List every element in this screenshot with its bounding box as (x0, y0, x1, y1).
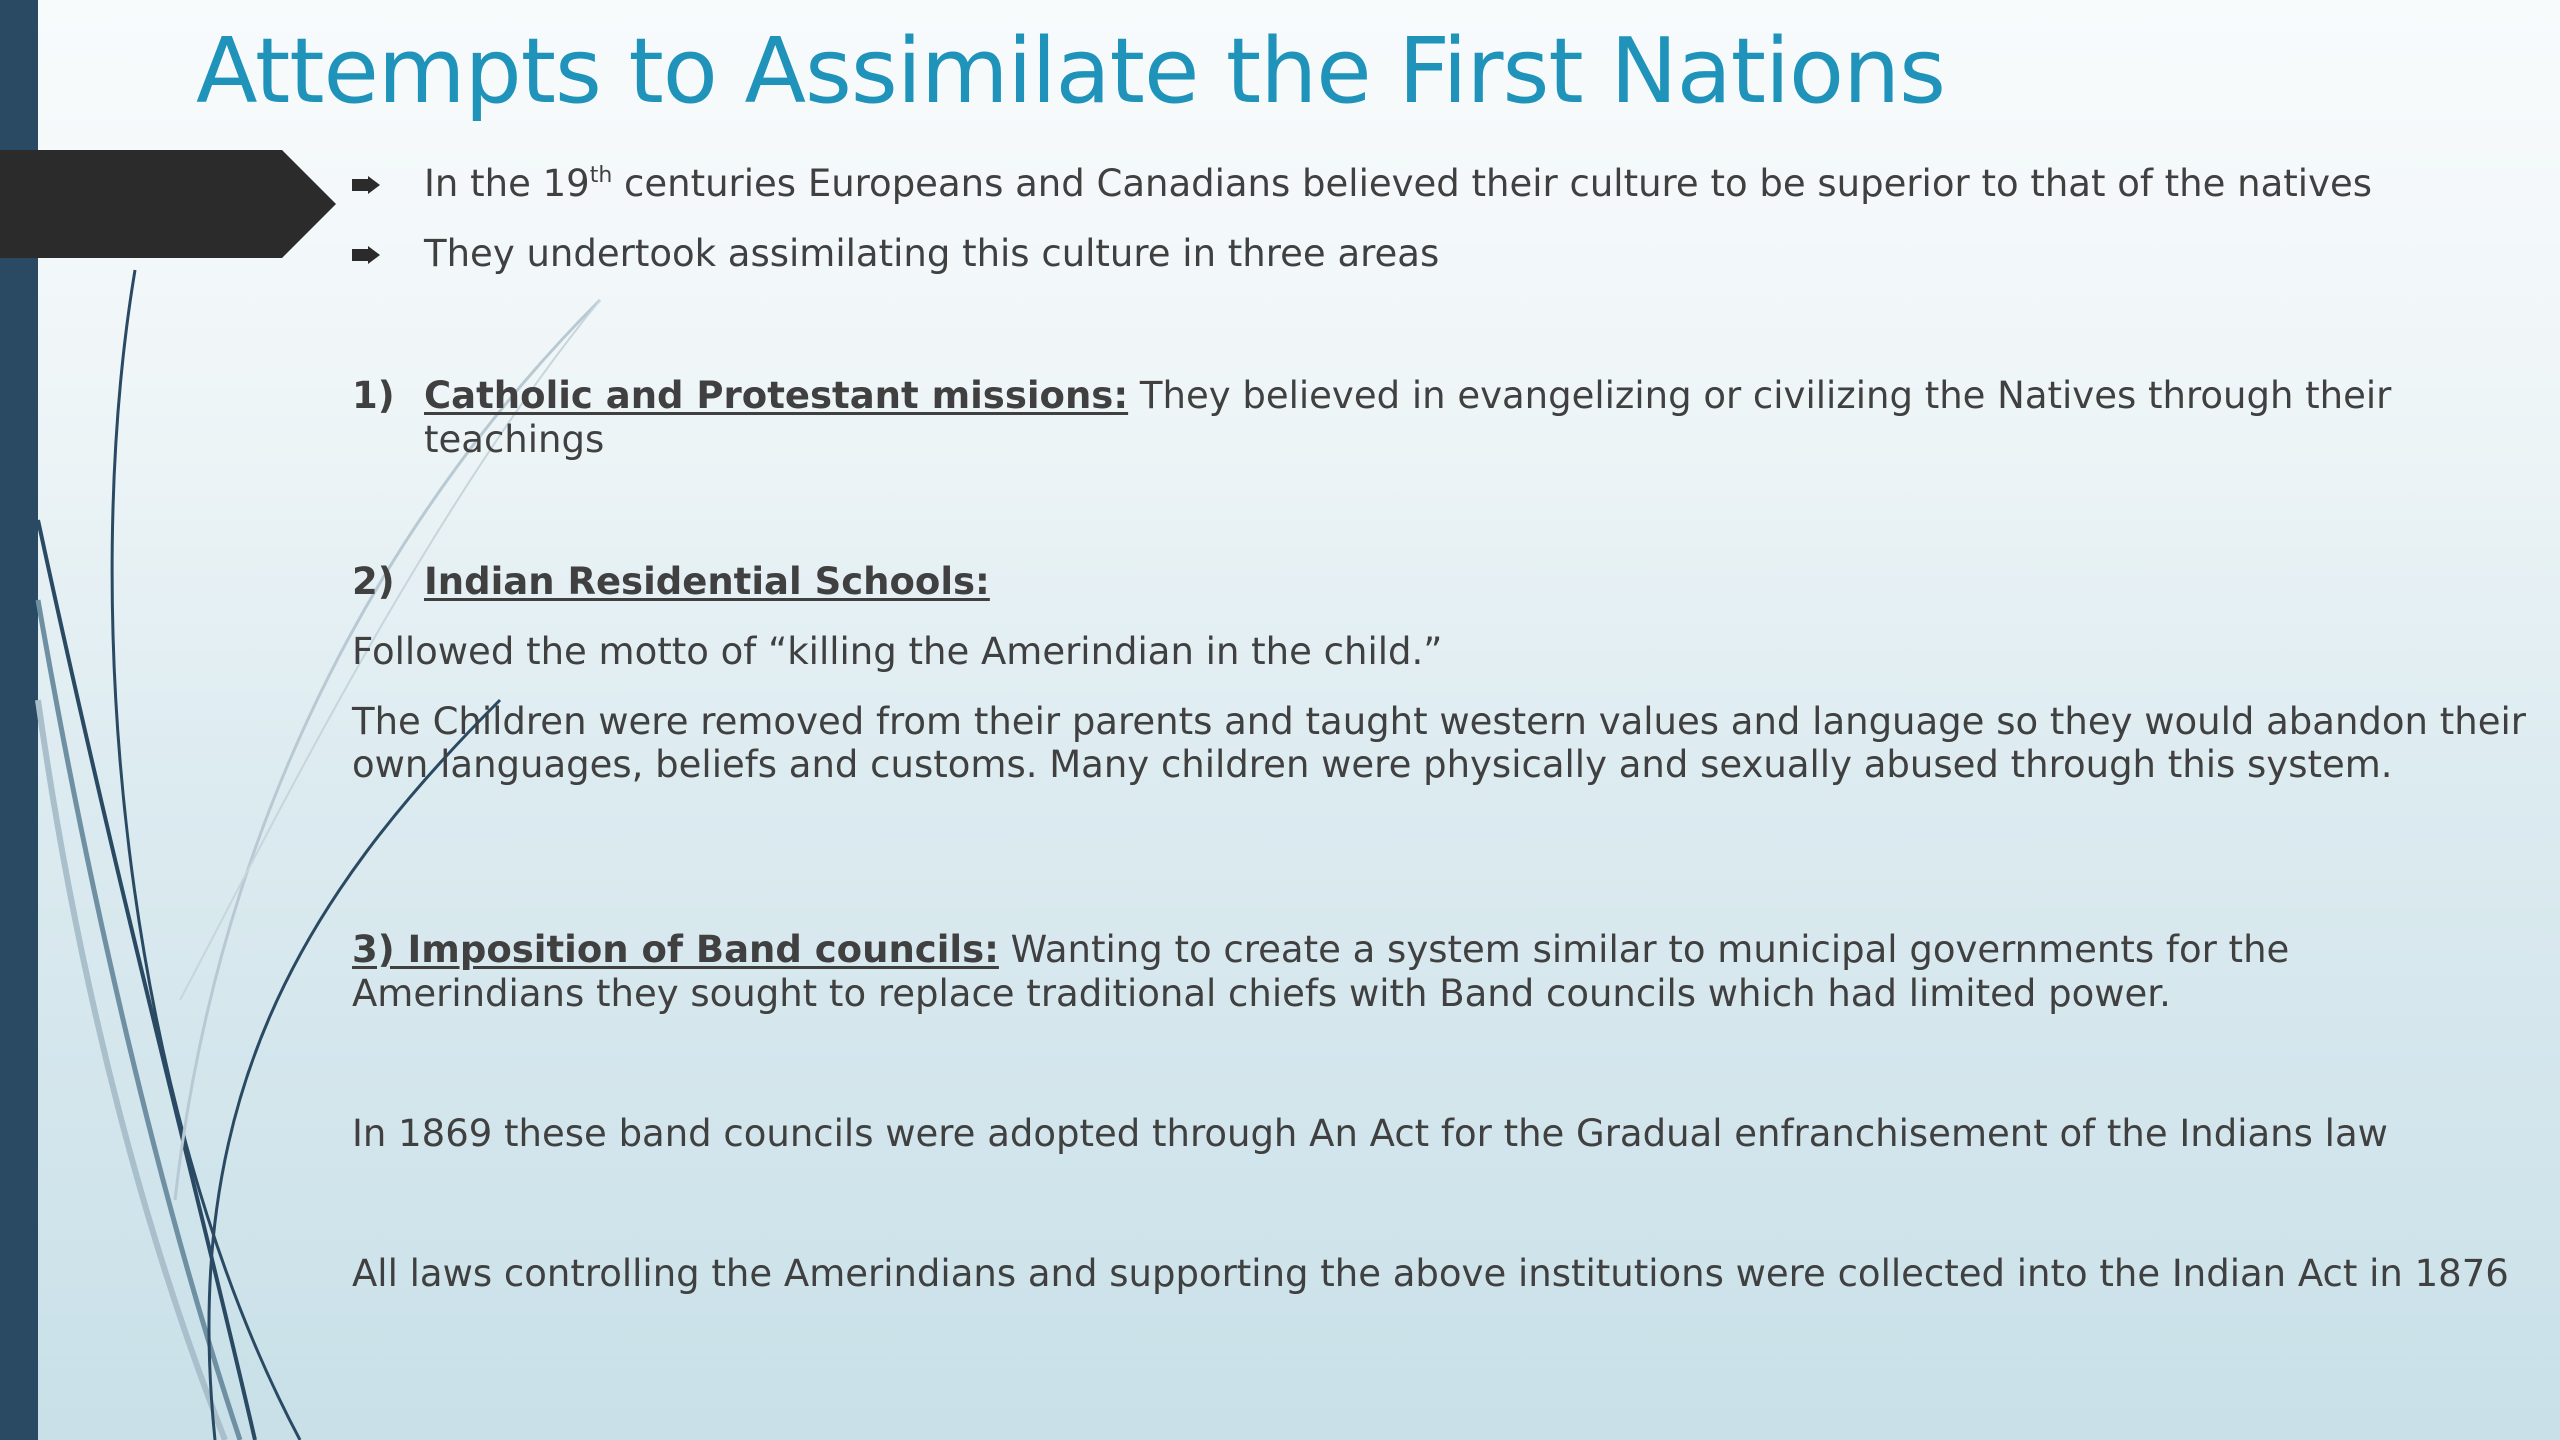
paragraph-1869: In 1869 these band councils were adopted through An Act for the Gradual enfranchisement of the Indians law (352, 1112, 2388, 1155)
band-councils-text: Wanting to create a system similar to municipal governments for the Amerindians they sought to replace traditional chiefs with Band councils which had limited power. (352, 928, 2290, 1015)
title-tab-marker (0, 150, 340, 258)
missions-paragraph (424, 374, 2514, 462)
missions-heading: Catholic and Protestant missions: (424, 374, 1129, 417)
schools-motto: Followed the motto of “killing the Amerindian in the child.” (352, 630, 1443, 673)
schools-heading-row (424, 560, 2514, 604)
arrow-bullet-icon (352, 176, 380, 194)
item-number: 1) (352, 374, 395, 417)
slide-title: Attempts to Assimilate the First Nations (196, 19, 1946, 124)
schools-heading: Indian Residential Schools: (424, 560, 990, 603)
bullet-text: In the 19th centuries Europeans and Canadians believed their culture to be superior to that of the natives (424, 162, 2373, 205)
missions-text: They believed in evangelizing or civilizing the Natives through their teachings (424, 374, 2392, 461)
band-councils-paragraph (352, 928, 2532, 1016)
arrow-bullet-icon (352, 246, 380, 264)
item-number: 2) (352, 560, 395, 603)
schools-description: The Children were removed from their parents and taught western values and language so they would abandon their own languages, beliefs and customs. Many children were physically and sexually abused through this system. (352, 700, 2526, 786)
band-councils-heading: 3) Imposition of Band councils: (352, 928, 999, 971)
bullet-text: They undertook assimilating this culture in three areas (424, 232, 1440, 275)
paragraph-indian-act: All laws controlling the Amerindians and supporting the above institutions were collected into the Indian Act in 1876 (352, 1252, 2509, 1295)
